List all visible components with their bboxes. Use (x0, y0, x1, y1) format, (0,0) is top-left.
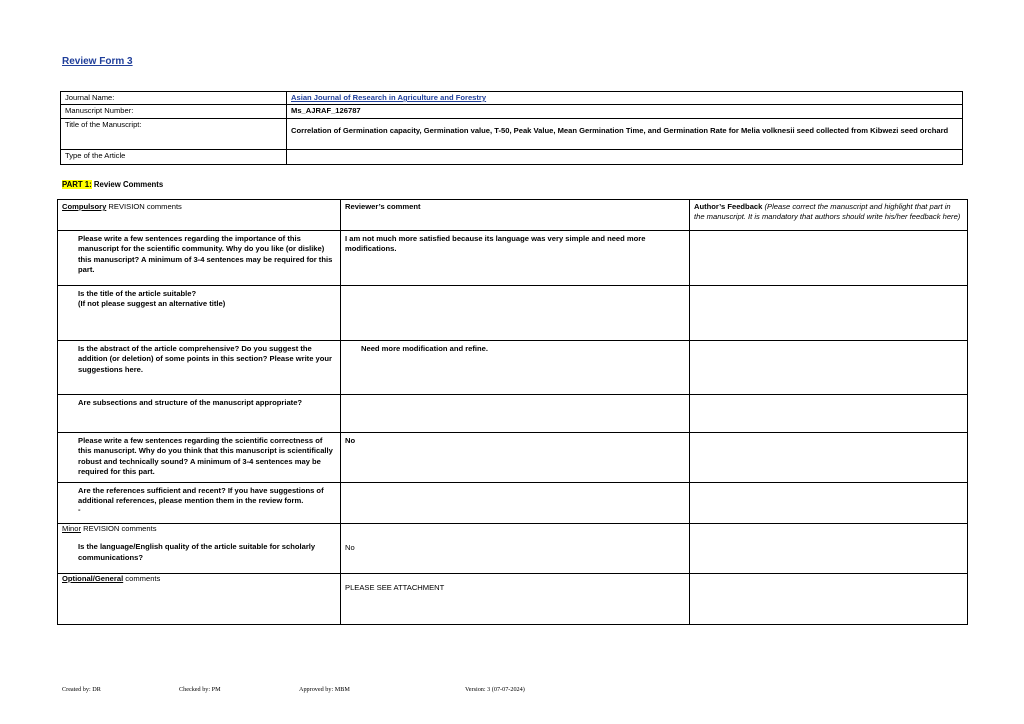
question-cell: Please write a few sentences regarding the importance of this manuscript for the scientific community. Why do you like (or dislike) this manuscript? A minimum of 3-4 sentences may be required for this part. (58, 231, 341, 286)
article-type-label: Type of the Article (61, 149, 287, 164)
minor-revision-row (58, 524, 968, 574)
author-feedback-cell[interactable] (690, 483, 968, 524)
article-type-value (287, 149, 963, 164)
question-cell: Is the title of the article suitable? (If not please suggest an alternative title) (58, 286, 341, 341)
author-feedback-cell[interactable] (690, 433, 968, 483)
reviewer-comment-cell[interactable] (341, 395, 690, 433)
footer-version: Version: 3 (07-07-2024) (465, 686, 525, 693)
manuscript-title-value: Correlation of Germination capacity, Germination value, T-50, Peak Value, Mean Germination Time, and Germination Rate for Melia volknesii seed collected from Kibwezi seed orchard (287, 118, 963, 149)
author-feedback-header: Author’s Feedback (Please correct the manuscript and highlight that part in the manuscript. It is mandatory that authors should write his/her feedback here) (690, 200, 968, 231)
part1-prefix: PART 1: (62, 180, 92, 189)
question-cell: Please write a few sentences regarding the scientific correctness of this manuscript. Why do you think that this manuscript is scientifically robust and technically sound? A minimum of 3-4 sentences may be required for this part. (58, 433, 341, 483)
minor-author-feedback-cell[interactable] (690, 524, 968, 574)
manuscript-number-value: Ms_AJRAF_126787 (287, 105, 963, 118)
review-comments-table (57, 199, 968, 625)
author-feedback-cell[interactable] (690, 395, 968, 433)
reviewer-comment-cell[interactable]: No (341, 433, 690, 483)
reviewer-comment-cell[interactable]: I am not much more satisfied because its language was very simple and need more modifications. (341, 231, 690, 286)
minor-question-cell (58, 524, 341, 574)
table-header-row (58, 200, 968, 231)
part1-title: Review Comments (91, 180, 164, 189)
optional-comments-label: Optional/General comments (58, 574, 341, 625)
table-row (58, 286, 968, 341)
author-feedback-cell[interactable] (690, 231, 968, 286)
author-feedback-cell[interactable] (690, 341, 968, 395)
table-row (58, 483, 968, 524)
question-text: Are the references sufficient and recent? If you have suggestions of additional references, please mention them in the review form. (78, 486, 324, 506)
manuscript-title-label: Title of the Manuscript: (61, 118, 287, 149)
form-title: Review Form 3 (62, 56, 133, 67)
reviewer-comment-cell[interactable]: Need more modification and refine. (341, 341, 690, 395)
footer-checked: Checked by: PM (179, 686, 221, 693)
footer-created: Created by: DR (62, 686, 101, 693)
minor-reviewer-comment-cell[interactable]: No (341, 524, 690, 574)
journal-name-label: Journal Name: (61, 92, 287, 105)
question-cell (58, 483, 341, 524)
optional-reviewer-comment-cell[interactable]: PLEASE SEE ATTACHMENT (341, 574, 690, 625)
manuscript-number-label: Manuscript Number: (61, 105, 287, 118)
minor-question-text: Is the language/English quality of the article suitable for scholarly communications? (78, 542, 316, 562)
table-row (58, 231, 968, 286)
part1-heading (62, 180, 163, 191)
question-cell: Is the abstract of the article comprehensive? Do you suggest the addition (or deletion) of some points in this section? Please write your suggestions here. (58, 341, 341, 395)
table-row (58, 433, 968, 483)
journal-name-link[interactable]: Asian Journal of Research in Agriculture and Forestry (291, 93, 487, 102)
table-row (58, 341, 968, 395)
dash-mark: - (78, 504, 81, 514)
question-cell: Are subsections and structure of the manuscript appropriate? (58, 395, 341, 433)
reviewer-comment-header: Reviewer’s comment (341, 200, 690, 231)
table-row (58, 395, 968, 433)
author-feedback-cell[interactable] (690, 286, 968, 341)
footer-approved: Approved by: MBM (299, 686, 350, 693)
reviewer-comment-cell[interactable] (341, 286, 690, 341)
optional-comments-row (58, 574, 968, 625)
manuscript-info-table (60, 91, 963, 165)
compulsory-header: Compulsory REVISION comments (58, 200, 341, 231)
minor-revision-label: Minor REVISION comments (62, 524, 157, 533)
reviewer-comment-cell[interactable] (341, 483, 690, 524)
optional-author-feedback-cell[interactable] (690, 574, 968, 625)
